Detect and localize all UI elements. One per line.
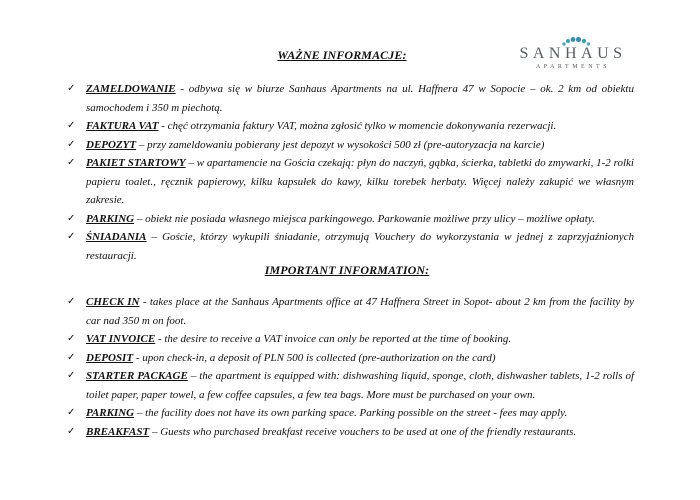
- item-term: VAT INVOICE: [86, 333, 156, 345]
- list-item: [67, 367, 634, 404]
- list-item: [67, 349, 634, 368]
- item-term: ZAMELDOWANIE: [86, 83, 176, 95]
- list-item: [67, 293, 634, 330]
- item-term: CHECK IN: [86, 296, 140, 308]
- item-term: DEPOZYT: [86, 138, 137, 151]
- list-item: [67, 117, 634, 136]
- list-item: [67, 423, 634, 442]
- item-text: – the facility does not have its own parking space. Parking possible on the street - fees may apply.: [134, 407, 568, 419]
- checkmark-icon: ✓: [67, 212, 76, 224]
- list-item: [67, 154, 634, 210]
- list-item: [67, 136, 634, 155]
- checkmark-icon: ✓: [67, 120, 76, 131]
- english-heading: IMPORTANT INFORMATION:: [264, 263, 430, 277]
- checkmark-icon: ✓: [67, 138, 76, 150]
- checkmark-icon: ✓: [67, 425, 76, 437]
- item-text: – przy zameldowaniu pobierany jest depozyt w wysokości 500 zł (pre-autoryzacja na karcie): [136, 138, 545, 151]
- item-text: – Goście, którzy wykupili śniadanie, otrzymują Vouchery do wykorzystania w jednej z zaprzyjaźnionych restauracji.: [86, 231, 634, 262]
- item-term: PARKING: [86, 407, 135, 419]
- item-text: - the desire to receive a VAT invoice can only be reported at the time of booking.: [155, 333, 512, 345]
- checkmark-icon: ✓: [67, 157, 76, 168]
- checkmark-icon: ✓: [67, 83, 76, 94]
- polish-info-list: [67, 80, 634, 265]
- item-text: – Guests who purchased breakfast receive vouchers to be used at one of the friendly restaurants.: [149, 425, 577, 438]
- logo-name: SANHAUS: [519, 45, 627, 62]
- polish-heading: WAŻNE INFORMACJE:: [277, 48, 407, 62]
- item-text: - upon check-in, a deposit of PLN 500 is collected (pre-authorization on the card): [133, 351, 496, 364]
- checkmark-icon: ✓: [67, 333, 76, 344]
- checkmark-icon: ✓: [67, 231, 76, 242]
- list-item: [67, 210, 634, 229]
- item-text: – obiekt nie posiada własnego miejsca parkingowego. Parkowanie możliwe przy ulicy – możliwe opłaty.: [134, 212, 595, 225]
- list-item: [67, 330, 634, 349]
- item-term: ŚNIADANIA: [86, 231, 147, 243]
- item-text: - odbywa się w biurze Sanhaus Apartments na ul. Haffnera 47 w Sopocie – ok. 2 km od obiektu samochodem i 350 m piechotą.: [86, 83, 634, 114]
- item-text: – w apartamencie na Gościa czekają: płyn do naczyń, gąbka, ścierka, tabletki do zmywarki, 1-2 rolki papieru toalet., ręcznik papierowy, kilku kapsułek do kawy, kilku torebek herbaty. Więcej należy zakupić we własnym zakresie.: [86, 157, 634, 206]
- checkmark-icon: ✓: [67, 351, 76, 363]
- item-term: FAKTURA VAT: [86, 120, 159, 132]
- checkmark-icon: ✓: [67, 296, 76, 307]
- item-term: BREAKFAST: [86, 425, 150, 438]
- logo-subtitle: APARTMENTS: [535, 64, 611, 70]
- item-term: PARKING: [86, 212, 135, 225]
- item-term: DEPOSIT: [86, 351, 134, 364]
- english-info-list: [67, 293, 634, 441]
- item-term: STARTER PACKAGE: [86, 370, 188, 382]
- item-text: - chęć otrzymania faktury VAT, można zgłosić tylko w momencie dokonywania rezerwacji.: [158, 120, 557, 132]
- checkmark-icon: ✓: [67, 407, 76, 418]
- list-item: [67, 404, 634, 423]
- item-text: – the apartment is equipped with: dishwashing liquid, sponge, cloth, dishwasher tablets, 1-2 rolls of toilet paper, paper towel, a few coffee capsules, a few tea bags. More must be purchased on your own.: [86, 370, 634, 401]
- list-item: [67, 80, 634, 117]
- item-text: - takes place at the Sanhaus Apartments office at 47 Haffnera Street in Sopot- about 2 km from the facility by car nad 350 m on foot.: [86, 296, 634, 327]
- item-term: PAKIET STARTOWY: [86, 157, 186, 169]
- checkmark-icon: ✓: [67, 370, 76, 381]
- list-item: [67, 228, 634, 265]
